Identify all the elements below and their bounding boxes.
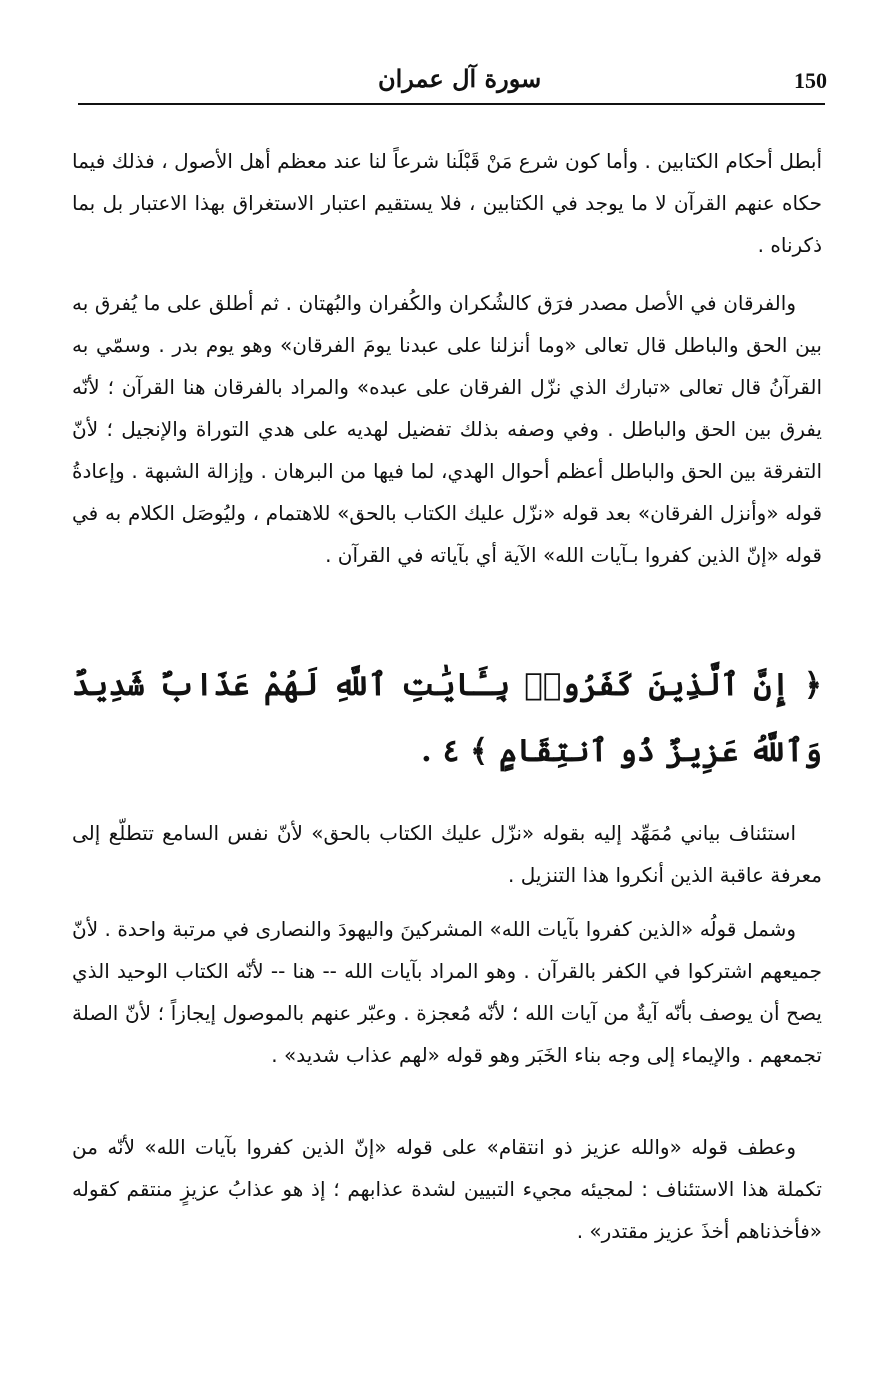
running-title: سورة آل عمران xyxy=(378,64,542,93)
paragraph-2: والفرقان في الأصل مصدر فرَق كالشُكران والكُفران والبُهتان . ثم أطلق على ما يُفرق به بين الحق والباطل قال تعالى «وما أنزلنا على عبدنا يومَ الفرقان» وهو يوم بدر . وسمّي به القرآنُ قال تعالى «تبارك الذي نزّل الفرقان على عبده» والمراد بالفرقان هنا القرآن ؛ لأنّه يفرق بين الحق والباطل . وفي وصفه بذلك تفضيل لهديه على هدي التوراة والإنجيل ؛ لأنّ التفرقة بين الحق والباطل أعظم أحوال الهدي، لما فيها من البرهان . وإزالة الشبهة . وإعادةُ قوله «وأنزل الفرقان» بعد قوله «نزّل عليك الكتاب بالحق» للاهتمام ، وليُوصَل الكلام به في قوله «إنّ الذين كفروا بـآيات الله» الآية أي بآياته في القرآن . xyxy=(72,291,822,567)
paragraph-3: استئناف بياني مُمَهِّد إليه بقوله «نزّل عليك الكتاب بالحق» لأنّ نفس السامع تتطلّع إلى معرفة عاقبة الذين أنكروا هذا التنزيل . xyxy=(72,821,822,887)
paragraph-4: وشمل قولُه «الذين كفروا بآيات الله» المشركينَ واليهودَ والنصارى في مرتبة واحدة . لأنّ جميعهم اشتركوا في الكفر بالقرآن . وهو المراد بآيات الله -- هنا -- لأنّه الكتاب الوحيد الذي يصح أن يوصف بأنّه آيةٌ من آيات الله ؛ لأنّه مُعجزة . وعبّر عنهم بالموصول إيجازاً ؛ لأنّ الصلة تجمعهم . والإيماء إلى وجه بناء الخَبَر وهو قوله «لهم عذاب شديد» . xyxy=(72,917,822,1067)
page-number: 150 xyxy=(794,68,827,93)
header-rule xyxy=(78,103,825,105)
quran-verse: ﴿ إِنَّ ٱلَّذِينَ كَفَرُوا۟ بِـَٔايَٰتِ ٱللَّهِ لَهُمْ عَذَابٌ شَدِيدٌ وَٱللَّهُ عَزِيزٌ ذُو ٱنتِقَامٍ ﴾ ٤ . xyxy=(72,667,822,769)
page-header xyxy=(78,60,825,100)
paragraph-1: أبطل أحكام الكتابين . وأما كون شرع مَنْ قَبْلَنا شرعاً لنا عند معظم أهل الأصول ، فذلك فيما حكاه عنهم القرآن لا ما يوجد في الكتابين ، فلا يستقيم اعتبار الاستغراق بهذا الاعتبار بل بما ذكرناه . xyxy=(72,149,822,257)
paragraph-5: وعطف قوله «والله عزيز ذو انتقام» على قوله «إنّ الذين كفروا بآيات الله» لأنّه من تكملة هذا الاستئناف : لمجيئه مجيء التبيين لشدة عذابهم ؛ إذ هو عذابُ عزيزٍ منتقم كقوله «فأخذناهم أخذَ عزيز مقتدر» . xyxy=(72,1135,822,1243)
